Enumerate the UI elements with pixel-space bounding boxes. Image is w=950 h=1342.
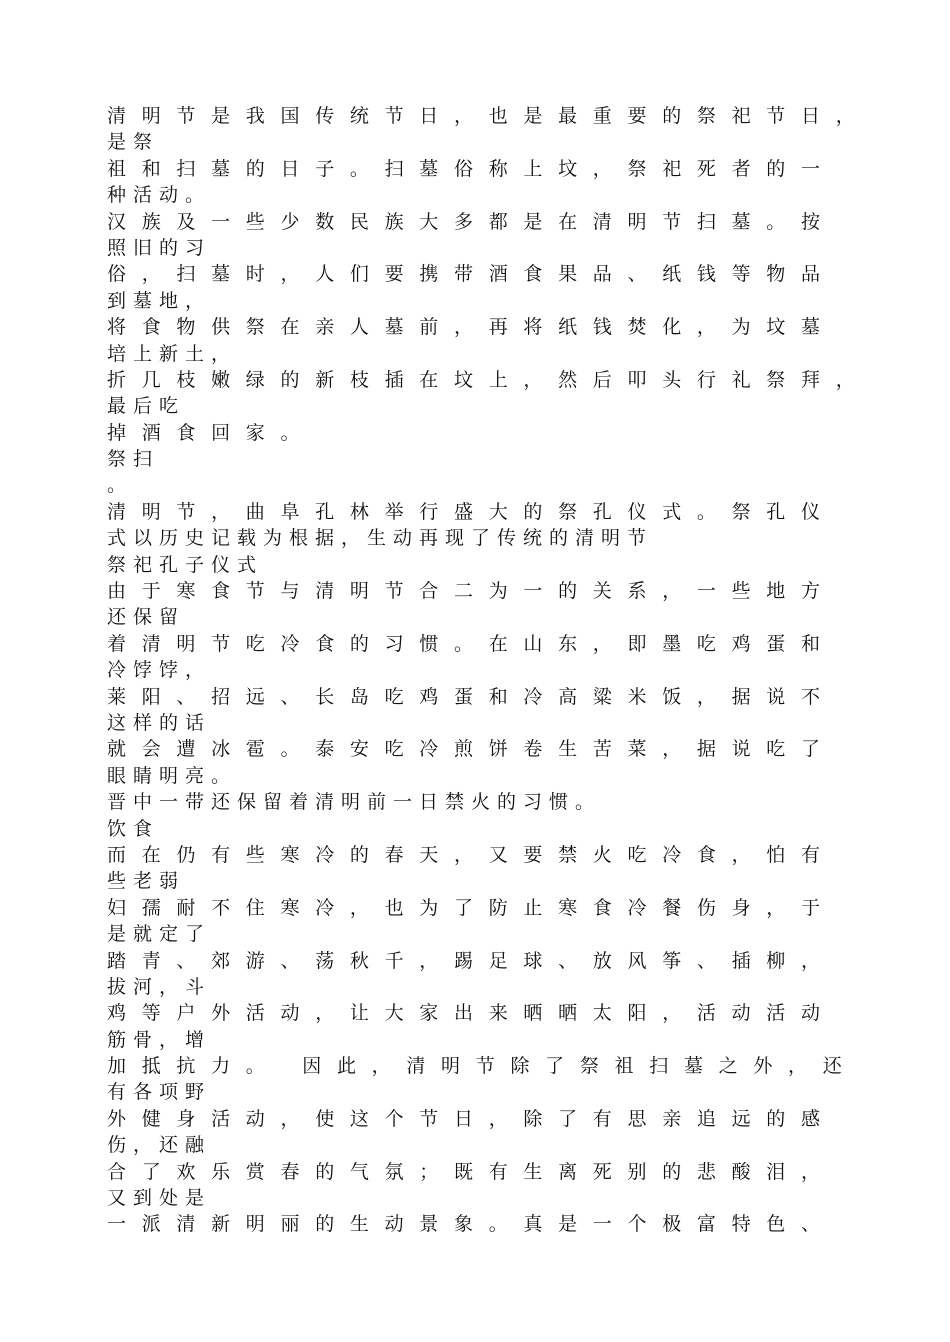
text-line: 是就定了 — [107, 923, 212, 946]
text-line: 合了欢乐赏春的气氛；既有生离死别的悲酸泪， — [107, 1160, 836, 1183]
text-line: 清明节，曲阜孔林举行盛大的祭孔仪式。祭孔仪 — [107, 500, 836, 523]
text-line: 培上新土， — [107, 342, 238, 365]
text-line: 将食物供祭在亲人墓前，再将纸钱焚化，为坟墓 — [107, 316, 836, 339]
text-line: 拔河，斗 — [107, 975, 212, 998]
text-line: 眼睛明亮。 — [107, 764, 238, 787]
text-line: 外健身活动，使这个节日，除了有思亲追远的感 — [107, 1107, 836, 1130]
text-line: 加抵抗力。 因此，清明节除了祭祖扫墓之外，还 — [107, 1055, 858, 1078]
text-line: 照旧的习 — [107, 236, 212, 259]
document-body — [107, 103, 871, 1238]
text-line: 冷饽饽， — [107, 659, 212, 682]
text-line: 最后吃 — [107, 395, 186, 418]
text-line: 祖和扫墓的日子。扫墓俗称上坟，祭祀死者的一 — [107, 157, 836, 180]
text-line: 鸡等户外活动，让大家出来晒晒太阳，活动活动 — [107, 1002, 836, 1025]
text-line: 就会遭冰雹。泰安吃冷煎饼卷生苦菜，据说吃了 — [107, 738, 836, 761]
text-line: 种活动。 — [107, 184, 212, 207]
text-line: 祭扫 — [107, 448, 160, 471]
text-line: 着清明节吃冷食的习惯。在山东，即墨吃鸡蛋和 — [107, 632, 836, 655]
text-line: 伤，还融 — [107, 1134, 212, 1157]
text-line: 祭祀孔子仪式 — [107, 553, 264, 576]
text-line: 掉酒食回家。 — [107, 421, 316, 444]
text-line: 折几枝嫩绿的新枝插在坟上，然后叩头行礼祭拜， — [107, 368, 871, 391]
text-line: 些老弱 — [107, 870, 186, 893]
text-line: 又到处是 — [107, 1187, 212, 1210]
text-line: 是祭 — [107, 131, 160, 154]
text-line: 这样的话 — [107, 711, 212, 734]
text-line: 一派清新明丽的生动景象。真是一个极富特色、 — [107, 1213, 836, 1236]
text-line: 筋骨，增 — [107, 1028, 212, 1051]
text-line: 晋中一带还保留着清明前一日禁火的习惯。 — [107, 791, 602, 814]
text-line: 还保留 — [107, 606, 186, 629]
text-line: 俗，扫墓时，人们要携带酒食果品、纸钱等物品 — [107, 263, 836, 286]
text-line: 有各项野 — [107, 1081, 212, 1104]
text-line: 踏青、郊游、荡秋千，踢足球、放风筝、插柳， — [107, 949, 836, 972]
text-line: 汉族及一些少数民族大多都是在清明节扫墓。按 — [107, 210, 836, 233]
text-line: 饮食 — [107, 817, 160, 840]
text-line: 清明节是我国传统节日，也是最重要的祭祀节日， — [107, 105, 871, 127]
text-line: 式以历史记载为根据，生动再现了传统的清明节 — [107, 527, 654, 550]
text-line: 。 — [107, 474, 134, 497]
text-line: 莱阳、招远、长岛吃鸡蛋和冷高粱米饭，据说不 — [107, 685, 836, 708]
text-line: 由于寒食节与清明节合二为一的关系，一些地方 — [107, 580, 836, 603]
text-line: 到墓地， — [107, 289, 212, 312]
text-line: 而在仍有些寒冷的春天，又要禁火吃冷食，怕有 — [107, 843, 836, 866]
text-line: 妇孺耐不住寒冷，也为了防止寒食冷餐伤身，于 — [107, 896, 836, 919]
